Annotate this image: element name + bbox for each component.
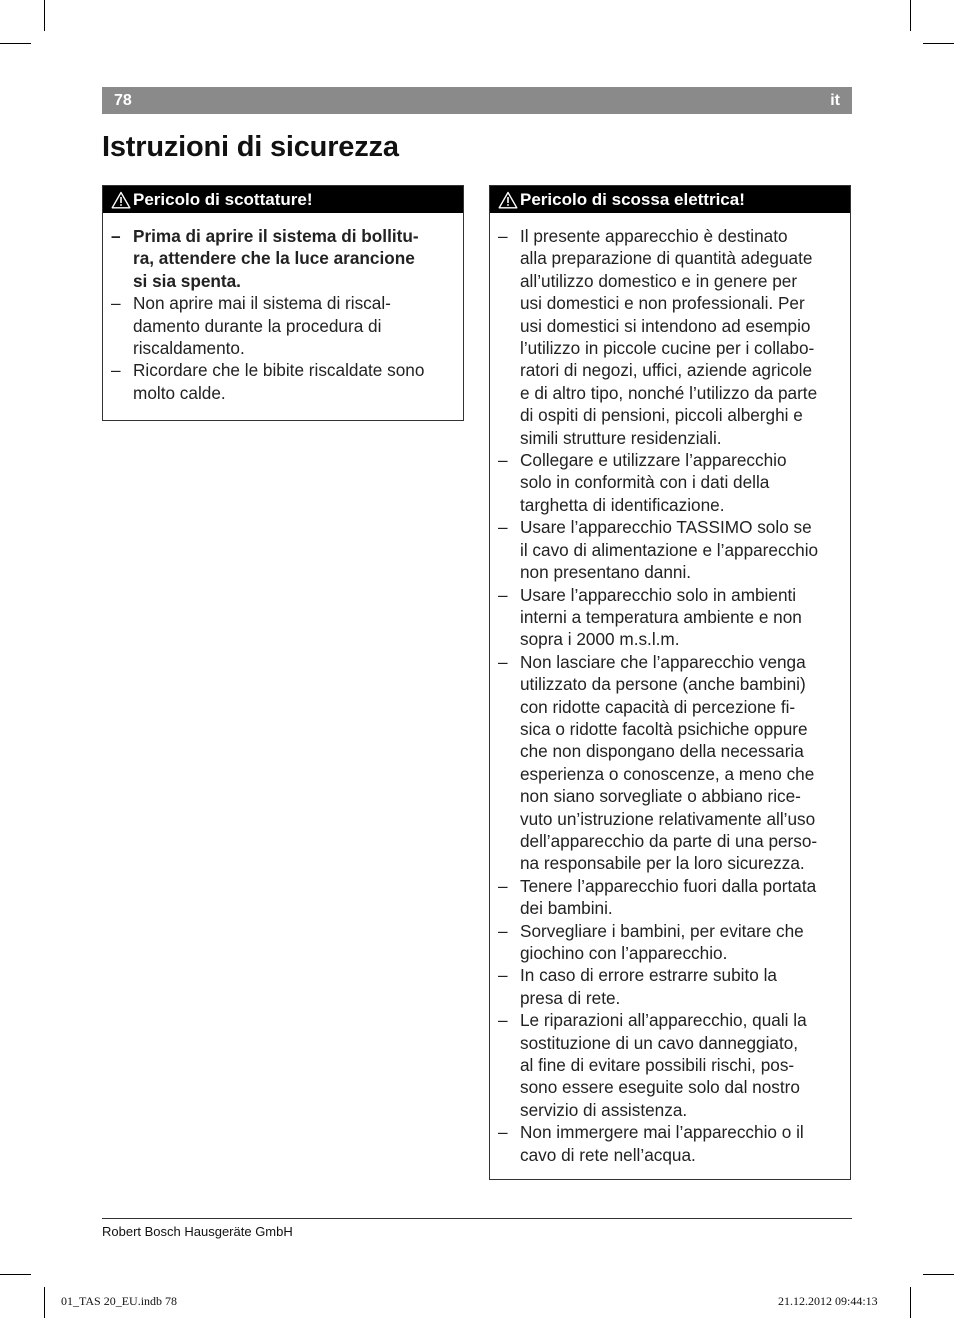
list-bullet-dash: – [498, 1122, 508, 1143]
crop-mark [910, 0, 911, 31]
list-item [103, 292, 463, 359]
warning-list [490, 213, 850, 1166]
warning-box-electric-shock [489, 185, 851, 1180]
list-item-text: In caso di errore estrarre subito la presa di rete. [520, 965, 777, 1008]
list-bullet-dash: – [111, 293, 121, 314]
page-header-bar [102, 87, 852, 114]
list-item-text: Tenere l’apparecchio fuori dalla portata dei bambini. [520, 875, 817, 919]
footer-company: Robert Bosch Hausgeräte GmbH [102, 1224, 293, 1239]
list-item-text: Ricordare che le bibite riscaldate sono molto calde. [133, 360, 425, 403]
page-title: Istruzioni di sicurezza [102, 131, 399, 163]
list-item [490, 651, 850, 875]
list-item-text: Sorvegliare i bambini, per evitare che giochino con l’apparecchio. [520, 920, 804, 963]
list-item [103, 359, 463, 404]
page-number: 78 [114, 91, 132, 109]
list-item-text: Collegare e utilizzare l’apparecchio solo in conformità con i dati della targhetta di identificazione. [520, 450, 787, 515]
list-bullet-dash: – [498, 651, 508, 672]
list-item-text: Le riparazioni all’apparecchio, quali la sostituzione di un cavo danneggiato, al fine di evitare possibili rischi, pos- sono essere eseguite solo dal nostro servizio di assistenza. [520, 1010, 807, 1120]
list-item [490, 584, 850, 651]
list-item [490, 920, 850, 965]
list-bullet-dash: – [498, 920, 508, 941]
list-item [490, 964, 850, 1009]
language-code: it [830, 91, 840, 109]
list-item-text: Non aprire mai il sistema di riscal- damento durante la procedura di riscaldamento. [133, 293, 391, 359]
warning-box-title: Pericolo di scottature! [133, 189, 313, 209]
crop-mark [923, 43, 954, 44]
list-bullet-dash: – [498, 517, 508, 538]
list-item [103, 225, 463, 292]
list-item-text: Usare l’apparecchio TASSIMO solo se il cavo di alimentazione e l’apparecchio non presentano danni. [520, 517, 819, 583]
crop-mark [923, 1274, 954, 1275]
list-item-text: Non lasciare che l’apparecchio venga utilizzato da persone (anche bambini) con ridotte capacità di percezione fi- sica o ridotte facoltà psichiche oppure che non dispongano della necessaria esperienza o conoscenze, a meno che non siano sorvegliate o abbiano rice- vuto un’istruzione relativamente all’uso dell’apparecchio da parte di una perso- na responsabile per la loro sicurezza. [520, 651, 818, 874]
crop-mark [0, 43, 31, 44]
list-item-text: Non immergere mai l’apparecchio o il cavo di rete nell’acqua. [520, 1122, 804, 1165]
list-item [490, 449, 850, 516]
footer-divider [102, 1218, 852, 1219]
list-bullet-dash: – [498, 1010, 508, 1031]
crop-mark [44, 0, 45, 31]
list-bullet-dash: – [111, 360, 121, 381]
warning-box-heading [103, 186, 463, 213]
list-bullet-dash: – [498, 965, 508, 986]
crop-mark [44, 1287, 45, 1318]
warning-box-burns [102, 185, 464, 421]
list-bullet-dash: – [498, 584, 508, 605]
list-item [490, 1121, 850, 1166]
list-item [490, 516, 850, 583]
list-item-text: Il presente apparecchio è destinato alla preparazione di quantità adeguate all’utilizzo domestico e in genere per usi domestici e non professionali. Per usi domestici si intendono ad esempio l’utilizzo in piccole cucine per i collabo- ratori di negozi, uffici, aziende agricole e di altro tipo, nonché l’utilizzo da parte di ospiti di pensioni, piccoli alberghi e simili strutture residenziali. [520, 226, 818, 448]
print-slug-date: 21.12.2012 09:44:13 [778, 1294, 878, 1308]
list-bullet-dash: – [498, 875, 508, 896]
crop-mark [910, 1287, 911, 1318]
list-item [490, 1009, 850, 1121]
warning-box-title: Pericolo di scossa elettrica! [520, 189, 745, 209]
list-item-text: Usare l’apparecchio solo in ambienti interni a temperatura ambiente e non sopra i 2000 m.s.l.m. [520, 584, 802, 650]
list-item [490, 875, 850, 920]
crop-mark [0, 1274, 31, 1275]
warning-triangle-icon [498, 191, 518, 209]
warning-triangle-icon [111, 191, 131, 209]
list-bullet-dash: – [498, 450, 508, 471]
warning-list [103, 213, 463, 404]
list-item-text: Prima di aprire il sistema di bollitu- ra, attendere che la luce arancione si sia spenta. [133, 226, 419, 291]
list-bullet-dash: – [498, 226, 508, 246]
print-slug-file: 01_TAS 20_EU.indb 78 [61, 1294, 178, 1308]
list-item [490, 225, 850, 449]
list-bullet-dash: – [111, 226, 121, 246]
warning-box-heading [490, 186, 850, 213]
